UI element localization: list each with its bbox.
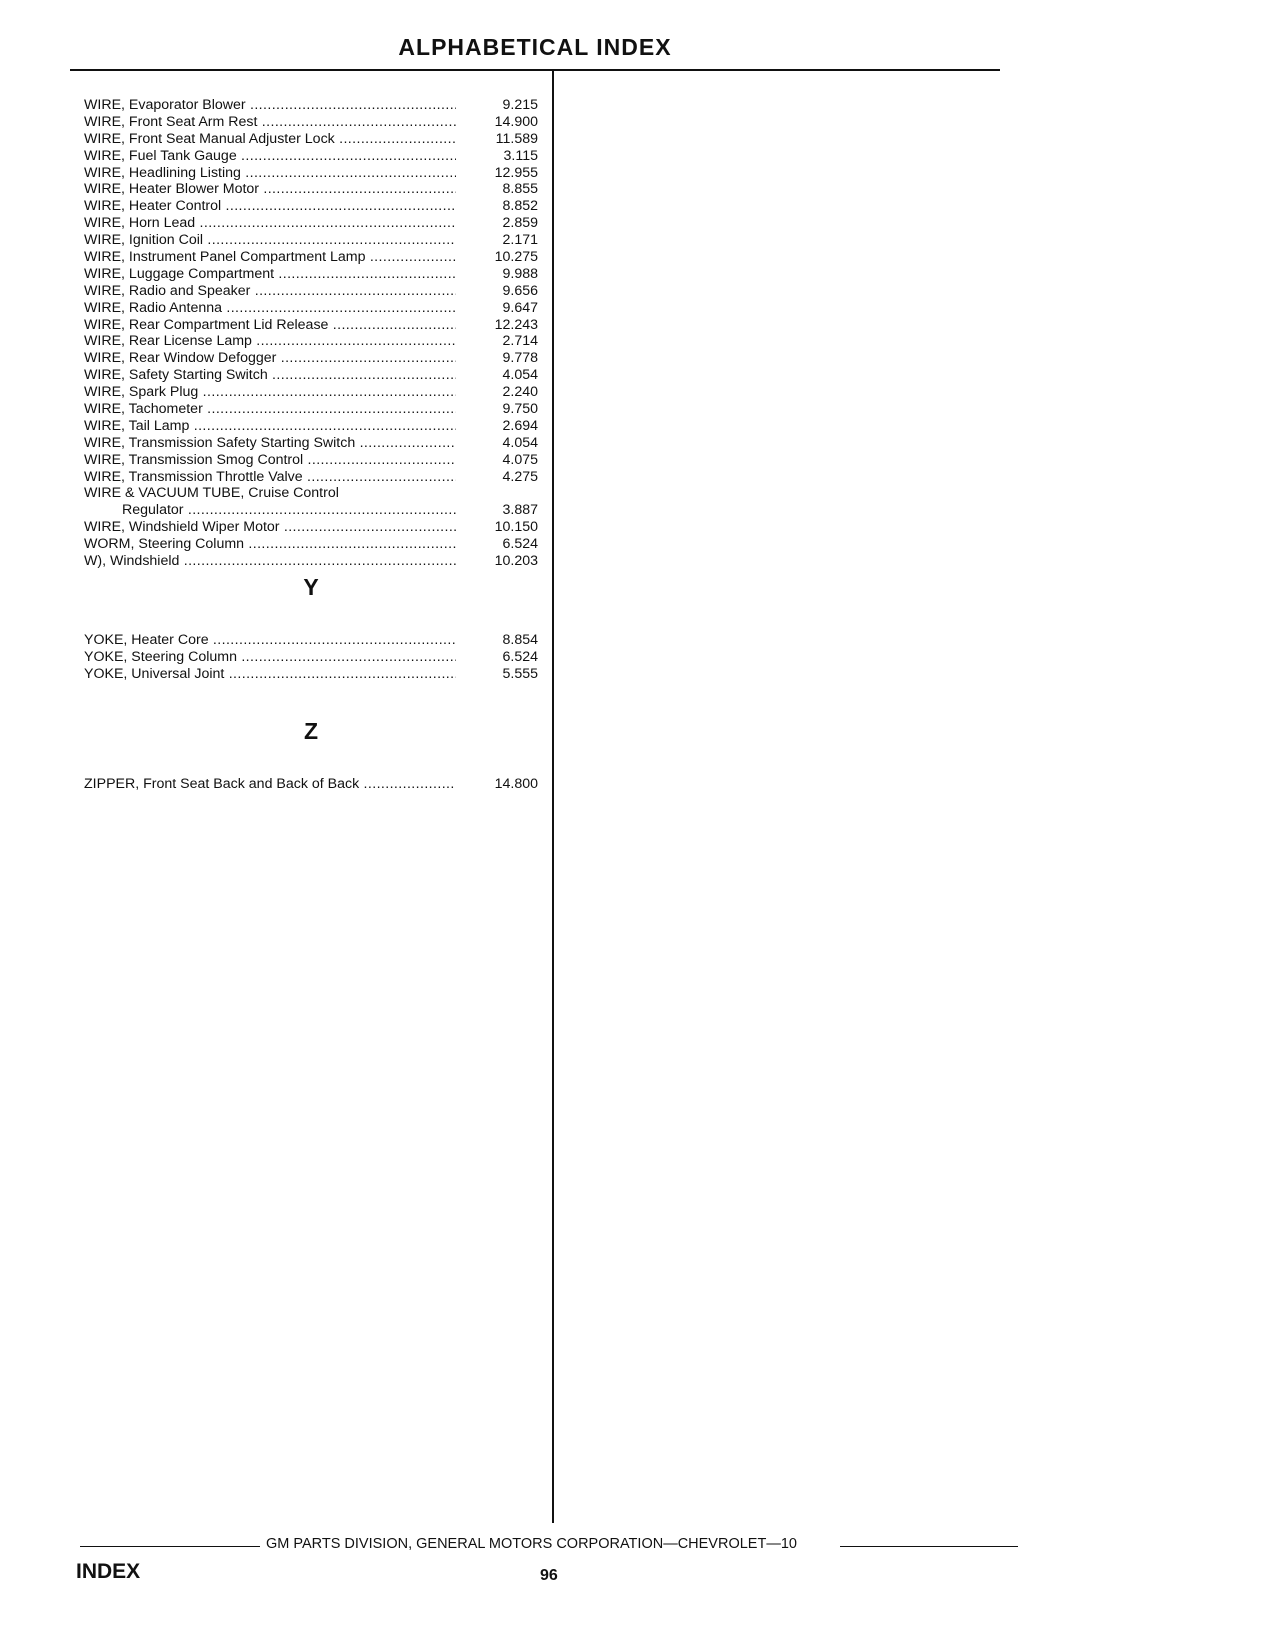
index-entry-page: 14.900 xyxy=(494,113,538,130)
y-entries-list xyxy=(84,632,538,683)
index-entry-cruise-control-cont xyxy=(84,502,538,519)
index-entry-page: 5.555 xyxy=(502,665,538,682)
index-entry-label: WIRE, Ignition Coil ..... xyxy=(84,232,456,249)
index-entry-page: 6.524 xyxy=(502,648,538,665)
index-entry-label: WIRE & VACUUM TUBE, Cruise Control xyxy=(84,485,339,502)
index-entry-page: 9.656 xyxy=(502,282,538,299)
index-entry-label: WORM, Steering Column ..... xyxy=(84,536,456,553)
index-entry xyxy=(84,350,538,367)
index-entry-page: 9.988 xyxy=(502,265,538,282)
index-entry xyxy=(84,519,538,536)
index-entry-page: 4.275 xyxy=(502,468,538,485)
index-entry-label: WIRE, Windshield Wiper Motor ..... xyxy=(84,519,456,536)
index-entry-label: WIRE, Rear License Lamp ..... xyxy=(84,333,456,350)
index-entry-page: 12.955 xyxy=(494,164,538,181)
index-entry xyxy=(84,131,538,148)
index-entry xyxy=(84,333,538,350)
index-entry xyxy=(84,283,538,300)
index-entry-page: 2.171 xyxy=(502,232,538,249)
index-entry-label: WIRE, Transmission Safety Starting Switch ..... xyxy=(84,435,456,452)
index-entry-page: 11.589 xyxy=(495,130,538,147)
index-entry-page: 2.859 xyxy=(502,215,538,232)
index-entry-page: 14.800 xyxy=(494,776,538,792)
index-entry-page: 3.115 xyxy=(503,147,538,164)
index-entry-label: WIRE, Instrument Panel Compartment Lamp ..... xyxy=(84,249,456,266)
w-entries-list-2 xyxy=(84,519,538,570)
index-entry-page: 10.203 xyxy=(494,553,538,570)
index-entry-page: 8.854 xyxy=(502,632,538,648)
index-entry-page: 9.750 xyxy=(502,401,538,418)
index-entry xyxy=(84,666,538,683)
index-entry-page: 10.275 xyxy=(494,249,538,266)
index-entry xyxy=(84,452,538,469)
index-entry-label: W), Windshield ..... xyxy=(84,553,456,570)
index-entry xyxy=(84,97,538,114)
index-entry-label: WIRE, Tail Lamp ..... xyxy=(84,418,456,435)
index-entry-label: WIRE, Headlining Listing ..... xyxy=(84,165,456,182)
index-entry xyxy=(84,776,538,793)
index-entry-label: WIRE, Transmission Smog Control ..... xyxy=(84,452,456,469)
index-entry-label: WIRE, Front Seat Manual Adjuster Lock ..... xyxy=(84,131,456,148)
index-entry-label: YOKE, Universal Joint ..... xyxy=(84,666,456,683)
index-entry-label: YOKE, Steering Column ..... xyxy=(84,649,456,666)
index-entry-label: WIRE, Luggage Compartment ..... xyxy=(84,266,456,283)
index-entry-label: WIRE, Rear Window Defogger ..... xyxy=(84,350,456,367)
index-entry-page: 4.054 xyxy=(502,367,538,384)
index-entry-page: 2.694 xyxy=(502,417,538,434)
index-entry-page: 8.852 xyxy=(502,198,538,215)
z-entries-list xyxy=(84,776,538,793)
index-entry xyxy=(84,401,538,418)
index-entry-page: 4.075 xyxy=(502,451,538,468)
index-entry-label: WIRE, Spark Plug ..... xyxy=(84,384,456,401)
index-entry-label: YOKE, Heater Core ..... xyxy=(84,632,456,649)
index-entry-page: 10.150 xyxy=(494,519,538,536)
footer-section-label: INDEX xyxy=(76,1560,141,1583)
index-entry-page: 2.240 xyxy=(502,384,538,401)
page-title: ALPHABETICAL INDEX xyxy=(398,34,672,60)
index-entry xyxy=(84,384,538,401)
index-entry xyxy=(84,435,538,452)
index-entry-label: WIRE, Evaporator Blower ..... xyxy=(84,97,456,114)
footer-rule-right xyxy=(840,1546,1018,1547)
index-entry-label: WIRE, Heater Blower Motor ..... xyxy=(84,181,456,198)
index-entry xyxy=(84,300,538,317)
index-entry xyxy=(84,181,538,198)
index-entry xyxy=(84,469,538,486)
index-entry-page: 9.778 xyxy=(502,350,538,367)
index-entry xyxy=(84,198,538,215)
index-entry xyxy=(84,418,538,435)
index-entry-label: Regulator ..... xyxy=(84,502,456,519)
section-letter-z: Z xyxy=(303,718,319,744)
index-entry-page: 9.647 xyxy=(502,299,538,316)
index-entry-page: 4.054 xyxy=(502,434,538,451)
index-entry-page: 12.243 xyxy=(494,316,538,333)
index-entry xyxy=(84,553,538,570)
index-entry-page: 2.714 xyxy=(502,333,538,350)
index-entry xyxy=(84,215,538,232)
index-entry xyxy=(84,536,538,553)
index-entry-label: WIRE, Radio and Speaker ..... xyxy=(84,283,456,300)
index-entry-label: WIRE, Radio Antenna ..... xyxy=(84,300,456,317)
index-entry xyxy=(84,249,538,266)
index-entry xyxy=(84,266,538,283)
index-entry xyxy=(84,632,538,649)
index-entry xyxy=(84,148,538,165)
w-entries-list xyxy=(84,97,538,485)
page-number: 96 xyxy=(540,1567,558,1584)
index-entry-page: 8.855 xyxy=(502,181,538,198)
index-entry-label: WIRE, Heater Control ..... xyxy=(84,198,456,215)
index-entry-label: WIRE, Horn Lead ..... xyxy=(84,215,456,232)
index-entry-page: 6.524 xyxy=(502,536,538,553)
index-entry-label: ZIPPER, Front Seat Back and Back of Back ..... xyxy=(84,776,456,793)
footer-rule-left xyxy=(80,1546,260,1547)
index-entry-label: WIRE, Fuel Tank Gauge ..... xyxy=(84,148,456,165)
index-entry-page: 3.887 xyxy=(502,502,538,519)
index-entry xyxy=(84,317,538,334)
index-entry-label: WIRE, Rear Compartment Lid Release ..... xyxy=(84,317,456,334)
column-divider xyxy=(552,70,554,1523)
index-entry-page: 9.215 xyxy=(502,97,538,113)
index-entry-label: WIRE, Transmission Throttle Valve ..... xyxy=(84,469,456,486)
index-entry-label: WIRE, Safety Starting Switch ..... xyxy=(84,367,456,384)
footer-publisher: GM PARTS DIVISION, GENERAL MOTORS CORPORATION—CHEVROLET—10 xyxy=(266,1536,797,1552)
index-entry-cruise-control xyxy=(84,485,538,502)
section-letter-y: Y xyxy=(303,574,319,600)
title-rule xyxy=(70,69,1000,71)
index-entry-label: WIRE, Front Seat Arm Rest ..... xyxy=(84,114,456,131)
index-entry xyxy=(84,114,538,131)
index-entry-label: WIRE, Tachometer ..... xyxy=(84,401,456,418)
index-entry xyxy=(84,367,538,384)
index-entry xyxy=(84,165,538,182)
index-entry xyxy=(84,649,538,666)
index-column-left xyxy=(84,97,538,570)
index-entry xyxy=(84,232,538,249)
